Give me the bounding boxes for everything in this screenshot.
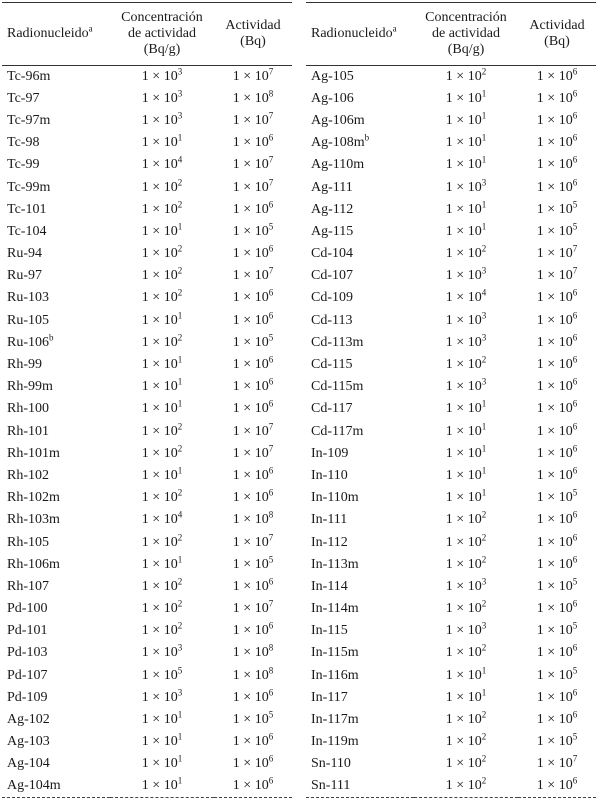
table-row: [2, 310, 292, 332]
radionuclide-table-left: [2, 2, 292, 802]
radionuclide-name: Sn-110: [311, 756, 351, 772]
activity-value: $1 \times 10^7$: [232, 598, 274, 617]
concentration-value: $1 \times 10^1$: [141, 753, 183, 772]
table-row: [306, 731, 596, 753]
table-row: [2, 642, 292, 664]
header-radionuclide: Radionucleido$^a$: [311, 23, 397, 41]
radionuclide-name: Ru-94: [7, 246, 42, 262]
radionuclide-name: Ru-105: [7, 312, 49, 328]
concentration-value: $1 \times 10^1$: [141, 354, 183, 373]
radionuclide-name: In-116m: [311, 667, 359, 683]
radionuclide-name: Ag-102: [7, 712, 50, 728]
concentration-value: $1 \times 10^2$: [141, 487, 183, 506]
radionuclide-name: Pd-101: [7, 623, 48, 639]
radionuclide-name: $Ag-108m^b$: [311, 132, 370, 151]
table-row: [2, 176, 292, 198]
table-row: [306, 598, 596, 620]
concentration-value: $1 \times 10^3$: [445, 376, 487, 395]
radionuclide-name: Ag-110m: [311, 157, 365, 173]
table-row: [2, 376, 292, 398]
concentration-value: $1 \times 10^1$: [445, 154, 487, 173]
table-row: [2, 265, 292, 287]
table-row: [2, 776, 292, 798]
activity-value: $1 \times 10^6$: [232, 487, 274, 506]
concentration-value: $1 \times 10^1$: [141, 709, 183, 728]
concentration-value: $1 \times 10^1$: [141, 132, 183, 151]
concentration-value: $1 \times 10^3$: [141, 88, 183, 106]
radionuclide-name: Ag-115: [311, 223, 354, 239]
activity-value: $1 \times 10^6$: [232, 465, 274, 483]
table-row: [2, 576, 292, 598]
concentration-value: $1 \times 10^2$: [141, 443, 183, 461]
concentration-value: $1 \times 10^1$: [445, 398, 487, 417]
table-row: [2, 287, 292, 309]
table-row: [306, 709, 596, 731]
activity-value: $1 \times 10^6$: [232, 132, 274, 151]
radionuclide-name: Ag-112: [311, 201, 354, 217]
table-row: [306, 398, 596, 420]
radionuclide-name: Pd-109: [7, 689, 48, 705]
activity-value: $1 \times 10^6$: [232, 398, 274, 417]
radionuclide-name: Tc-104: [7, 223, 47, 239]
radionuclide-name: Tc-101: [7, 201, 47, 217]
concentration-value: $1 \times 10^2$: [445, 354, 487, 373]
radionuclide-name: In-112: [311, 534, 348, 550]
radionuclide-name: Cd-115: [311, 357, 353, 373]
activity-value: $1 \times 10^7$: [536, 243, 578, 262]
table-row: [2, 465, 292, 487]
activity-value: $1 \times 10^5$: [536, 576, 578, 594]
activity-value: $1 \times 10^6$: [536, 775, 578, 794]
table-header-row: [306, 3, 596, 66]
radionuclide-name: Tc-99: [7, 157, 40, 173]
activity-value: $1 \times 10^6$: [536, 176, 578, 195]
activity-value: $1 \times 10^6$: [536, 110, 578, 128]
radionuclide-name: Ru-106$^b$: [7, 332, 54, 350]
table-row: [306, 287, 596, 309]
concentration-value: $1 \times 10^1$: [445, 221, 487, 239]
table-row: [306, 776, 596, 798]
header-activity: Actividad (Bq): [225, 18, 281, 49]
table-row: [2, 354, 292, 376]
table-row: [2, 598, 292, 620]
radionuclide-name: In-117m: [311, 712, 359, 728]
table-row: [2, 443, 292, 465]
table-row: [306, 354, 596, 376]
concentration-value: $1 \times 10^2$: [445, 554, 487, 572]
concentration-value: $1 \times 10^2$: [445, 709, 487, 728]
table-row: [2, 221, 292, 243]
activity-value: $1 \times 10^6$: [536, 88, 578, 106]
radionuclide-name: Ag-104: [7, 756, 50, 772]
table-row: [2, 154, 292, 176]
table-row: [306, 620, 596, 642]
concentration-value: $1 \times 10^2$: [141, 265, 183, 284]
table-row: [2, 487, 292, 509]
concentration-value: $1 \times 10^1$: [445, 443, 487, 461]
table-continuation-divider: [306, 798, 596, 803]
activity-value: $1 \times 10^6$: [232, 731, 274, 750]
activity-value: $1 \times 10^6$: [536, 66, 578, 84]
activity-value: $1 \times 10^6$: [536, 598, 578, 617]
activity-value: $1 \times 10^5$: [232, 221, 274, 239]
activity-value: $1 \times 10^5$: [536, 731, 578, 750]
radionuclide-name: In-114: [311, 578, 348, 594]
table-row: [306, 509, 596, 531]
table-row: [306, 310, 596, 332]
activity-value: $1 \times 10^6$: [232, 376, 274, 395]
radionuclide-name: Rh-106m: [7, 556, 60, 572]
radionuclide-name: In-115m: [311, 645, 359, 661]
concentration-value: $1 \times 10^3$: [141, 642, 183, 661]
activity-value: $1 \times 10^6$: [536, 443, 578, 461]
header-concentration: Concentración de actividad (Bq/g): [425, 10, 507, 57]
activity-value: $1 \times 10^6$: [536, 642, 578, 661]
radionuclide-name: Pd-103: [7, 645, 48, 661]
radionuclide-name: Ag-111: [311, 179, 353, 195]
concentration-value: $1 \times 10^2$: [141, 243, 183, 262]
table-row: [306, 176, 596, 198]
activity-value: $1 \times 10^5$: [232, 332, 274, 350]
activity-value: $1 \times 10^8$: [232, 642, 274, 661]
concentration-value: $1 \times 10^5$: [141, 665, 183, 683]
activity-value: $1 \times 10^6$: [536, 332, 578, 350]
radionuclide-name: Tc-96m: [7, 68, 51, 84]
concentration-value: $1 \times 10^2$: [141, 620, 183, 639]
radionuclide-name: Rh-102: [7, 467, 49, 483]
radionuclide-name: Pd-107: [7, 667, 48, 683]
table-row: [306, 66, 596, 88]
activity-value: $1 \times 10^6$: [232, 354, 274, 373]
table-row: [2, 132, 292, 154]
activity-value: $1 \times 10^7$: [232, 443, 274, 461]
table-row: [306, 465, 596, 487]
concentration-value: $1 \times 10^1$: [141, 398, 183, 417]
concentration-value: $1 \times 10^2$: [141, 287, 183, 306]
activity-value: $1 \times 10^6$: [536, 376, 578, 395]
radionuclide-name: In-114m: [311, 601, 359, 617]
radionuclide-name: Rh-99: [7, 357, 42, 373]
concentration-value: $1 \times 10^1$: [445, 687, 487, 705]
radionuclide-table-right: [306, 2, 596, 802]
activity-value: $1 \times 10^6$: [232, 310, 274, 328]
concentration-value: $1 \times 10^1$: [141, 376, 183, 395]
concentration-value: $1 \times 10^2$: [445, 243, 487, 262]
table-row: [2, 199, 292, 221]
table-row: [306, 243, 596, 265]
table-row: [306, 221, 596, 243]
activity-value: $1 \times 10^8$: [232, 665, 274, 683]
activity-value: $1 \times 10^6$: [536, 509, 578, 528]
radionuclide-name: Ag-103: [7, 734, 50, 750]
activity-value: $1 \times 10^6$: [232, 287, 274, 306]
activity-value: $1 \times 10^6$: [536, 709, 578, 728]
radionuclide-name: In-110m: [311, 490, 359, 506]
table-row: [306, 665, 596, 687]
activity-value: $1 \times 10^8$: [232, 88, 274, 106]
concentration-value: $1 \times 10^3$: [141, 687, 183, 705]
table-row: [306, 421, 596, 443]
radionuclide-name: Cd-117: [311, 401, 353, 417]
table-row: [2, 665, 292, 687]
table-row: [2, 243, 292, 265]
concentration-value: $1 \times 10^2$: [141, 176, 183, 195]
concentration-value: $1 \times 10^1$: [445, 132, 487, 151]
activity-value: $1 \times 10^7$: [232, 154, 274, 173]
table-row: [306, 554, 596, 576]
concentration-value: $1 \times 10^1$: [141, 465, 183, 483]
concentration-value: $1 \times 10^2$: [445, 731, 487, 750]
radionuclide-name: Cd-115m: [311, 379, 364, 395]
activity-value: $1 \times 10^6$: [536, 287, 578, 306]
activity-value: $1 \times 10^7$: [232, 110, 274, 128]
table-row: [2, 421, 292, 443]
table-header-row: [2, 3, 292, 66]
table-body-right: [306, 66, 596, 798]
table-row: [2, 709, 292, 731]
radionuclide-name: Rh-99m: [7, 379, 53, 395]
activity-value: $1 \times 10^6$: [232, 576, 274, 594]
table-row: [306, 154, 596, 176]
concentration-value: $1 \times 10^2$: [141, 576, 183, 594]
concentration-value: $1 \times 10^2$: [445, 509, 487, 528]
concentration-value: $1 \times 10^1$: [445, 199, 487, 217]
radionuclide-name: In-115: [311, 623, 348, 639]
radionuclide-name: Tc-99m: [7, 179, 51, 195]
table-row: [306, 110, 596, 132]
activity-value: $1 \times 10^6$: [536, 465, 578, 483]
concentration-value: $1 \times 10^1$: [141, 221, 183, 239]
header-activity: Actividad (Bq): [529, 18, 585, 49]
table-row: [306, 132, 596, 154]
concentration-value: $1 \times 10^1$: [445, 110, 487, 128]
header-radionuclide: Radionucleido$^a$: [7, 23, 93, 41]
activity-value: $1 \times 10^5$: [536, 487, 578, 506]
concentration-value: $1 \times 10^2$: [445, 775, 487, 794]
concentration-value: $1 \times 10^3$: [445, 176, 487, 195]
activity-value: $1 \times 10^6$: [232, 620, 274, 639]
radionuclide-name: Rh-102m: [7, 490, 60, 506]
concentration-value: $1 \times 10^2$: [445, 531, 487, 550]
concentration-value: $1 \times 10^2$: [445, 66, 487, 84]
concentration-value: $1 \times 10^3$: [445, 265, 487, 284]
table-row: [306, 88, 596, 110]
radionuclide-name: In-119m: [311, 734, 359, 750]
activity-value: $1 \times 10^7$: [536, 265, 578, 284]
activity-value: $1 \times 10^5$: [536, 665, 578, 683]
table-row: [306, 576, 596, 598]
table-row: [306, 687, 596, 709]
activity-value: $1 \times 10^5$: [536, 620, 578, 639]
activity-value: $1 \times 10^7$: [232, 531, 274, 550]
radionuclide-name: In-117: [311, 689, 348, 705]
radionuclide-name: Cd-104: [311, 246, 353, 262]
table-continuation-divider: [2, 798, 292, 803]
radionuclide-name: Rh-101: [7, 423, 49, 439]
radionuclide-name: Ru-97: [7, 268, 42, 284]
radionuclide-name: Ag-106m: [311, 112, 365, 128]
concentration-value: $1 \times 10^1$: [445, 420, 487, 439]
table-row: [306, 199, 596, 221]
concentration-value: $1 \times 10^2$: [141, 598, 183, 617]
radionuclide-name: Rh-107: [7, 578, 49, 594]
table-row: [306, 376, 596, 398]
activity-value: $1 \times 10^6$: [232, 687, 274, 705]
radionuclide-name: Ag-105: [311, 68, 354, 84]
radionuclide-name: Ag-104m: [7, 778, 61, 794]
radionuclide-name: Rh-100: [7, 401, 49, 417]
activity-value: $1 \times 10^6$: [232, 243, 274, 262]
activity-value: $1 \times 10^6$: [536, 420, 578, 439]
concentration-value: $1 \times 10^3$: [445, 310, 487, 328]
radionuclide-name: Sn-111: [311, 778, 351, 794]
concentration-value: $1 \times 10^2$: [445, 753, 487, 772]
table-row: [2, 66, 292, 88]
table-row: [2, 554, 292, 576]
table-row: [2, 731, 292, 753]
concentration-value: $1 \times 10^3$: [445, 576, 487, 594]
concentration-value: $1 \times 10^2$: [141, 531, 183, 550]
table-row: [2, 531, 292, 553]
activity-value: $1 \times 10^5$: [232, 554, 274, 572]
table-row: [2, 332, 292, 354]
radionuclide-name: Tc-98: [7, 135, 40, 151]
concentration-value: $1 \times 10^1$: [141, 775, 183, 794]
activity-value: $1 \times 10^6$: [536, 132, 578, 151]
concentration-value: $1 \times 10^2$: [141, 199, 183, 217]
table-row: [306, 443, 596, 465]
table-body-left: [2, 66, 292, 798]
activity-value: $1 \times 10^6$: [536, 687, 578, 705]
radionuclide-name: In-111: [311, 512, 348, 528]
concentration-value: $1 \times 10^2$: [445, 642, 487, 661]
radionuclide-name: Ag-106: [311, 90, 354, 106]
radionuclide-name: Rh-101m: [7, 445, 60, 461]
concentration-value: $1 \times 10^3$: [141, 66, 183, 84]
concentration-value: $1 \times 10^1$: [141, 731, 183, 750]
concentration-value: $1 \times 10^3$: [141, 110, 183, 128]
activity-value: $1 \times 10^7$: [232, 265, 274, 284]
concentration-value: $1 \times 10^4$: [141, 509, 183, 528]
header-concentration: Concentración de actividad (Bq/g): [121, 10, 203, 57]
activity-value: $1 \times 10^5$: [232, 709, 274, 728]
table-row: [306, 487, 596, 509]
activity-value: $1 \times 10^6$: [536, 154, 578, 173]
table-row: [2, 398, 292, 420]
activity-value: $1 \times 10^8$: [232, 509, 274, 528]
radionuclide-name: In-109: [311, 445, 349, 461]
radionuclide-name: Cd-113m: [311, 334, 364, 350]
activity-value: $1 \times 10^6$: [536, 398, 578, 417]
table-row: [2, 620, 292, 642]
radionuclide-name: In-113m: [311, 556, 359, 572]
radionuclide-name: Pd-100: [7, 601, 48, 617]
concentration-value: $1 \times 10^1$: [445, 487, 487, 506]
activity-value: $1 \times 10^7$: [232, 176, 274, 195]
concentration-value: $1 \times 10^2$: [141, 420, 183, 439]
table-row: [306, 753, 596, 775]
activity-value: $1 \times 10^7$: [232, 66, 274, 84]
table-row: [2, 753, 292, 775]
table-row: [2, 110, 292, 132]
radionuclide-name: Rh-103m: [7, 512, 60, 528]
activity-value: $1 \times 10^5$: [536, 199, 578, 217]
activity-value: $1 \times 10^6$: [536, 554, 578, 572]
concentration-value: $1 \times 10^4$: [141, 154, 183, 173]
radionuclide-name: Ru-103: [7, 290, 49, 306]
concentration-value: $1 \times 10^2$: [445, 598, 487, 617]
radionuclide-name: Cd-107: [311, 268, 353, 284]
radionuclide-name: Cd-113: [311, 312, 353, 328]
table-row: [2, 88, 292, 110]
concentration-value: $1 \times 10^3$: [445, 620, 487, 639]
table-row: [306, 332, 596, 354]
activity-value: $1 \times 10^5$: [536, 221, 578, 239]
table-row: [2, 687, 292, 709]
activity-value: $1 \times 10^6$: [232, 199, 274, 217]
activity-value: $1 \times 10^6$: [536, 531, 578, 550]
radionuclide-name: Tc-97: [7, 90, 40, 106]
activity-value: $1 \times 10^7$: [536, 753, 578, 772]
concentration-value: $1 \times 10^1$: [445, 665, 487, 683]
concentration-value: $1 \times 10^3$: [445, 332, 487, 350]
concentration-value: $1 \times 10^2$: [141, 332, 183, 350]
activity-value: $1 \times 10^6$: [232, 775, 274, 794]
concentration-value: $1 \times 10^1$: [141, 310, 183, 328]
table-row: [2, 509, 292, 531]
radionuclide-name: Tc-97m: [7, 112, 51, 128]
concentration-value: $1 \times 10^1$: [445, 465, 487, 483]
radionuclide-name: Cd-109: [311, 290, 353, 306]
table-row: [306, 265, 596, 287]
concentration-value: $1 \times 10^4$: [445, 287, 487, 306]
table-row: [306, 642, 596, 664]
radionuclide-name: In-110: [311, 467, 348, 483]
table-row: [306, 531, 596, 553]
concentration-value: $1 \times 10^1$: [445, 88, 487, 106]
concentration-value: $1 \times 10^1$: [141, 554, 183, 572]
activity-value: $1 \times 10^6$: [536, 310, 578, 328]
activity-value: $1 \times 10^6$: [232, 753, 274, 772]
radionuclide-name: Cd-117m: [311, 423, 364, 439]
radionuclide-name: Rh-105: [7, 534, 49, 550]
activity-value: $1 \times 10^7$: [232, 420, 274, 439]
activity-value: $1 \times 10^6$: [536, 354, 578, 373]
